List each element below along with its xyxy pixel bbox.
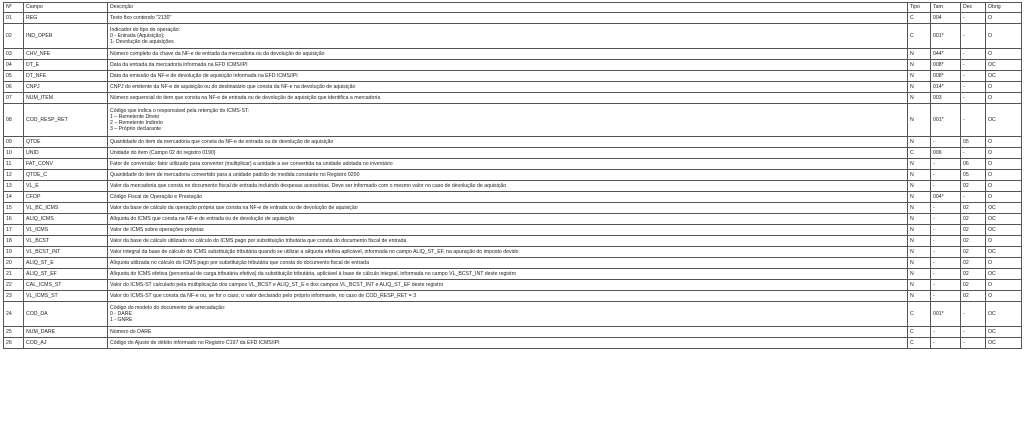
description-line: 0 - Entrada (Aquisição); [110, 32, 165, 39]
cell-dec: - [961, 49, 986, 60]
cell-descricao [108, 137, 908, 148]
cell-descricao [108, 24, 908, 49]
description-line: 2 – Remetente Indireto [110, 120, 163, 126]
cell-campo: FAT_CONV [24, 159, 108, 170]
cell-tam: - [931, 269, 961, 280]
cell-dec: 05 [961, 137, 986, 148]
cell-descricao [108, 71, 908, 82]
cell-nr: 24 [4, 302, 24, 327]
table-row [4, 269, 1022, 280]
cell-campo: DT_E [24, 60, 108, 71]
cell-obrig: O [986, 148, 1022, 159]
cell-campo: CNPJ [24, 82, 108, 93]
cell-descricao [108, 49, 908, 60]
header-nr: Nº [4, 3, 24, 13]
cell-descricao [108, 181, 908, 192]
description-line: Valor integral da base de cálculo do ICMS substituição tributária quando se utilizar a alíquota efetiva aplicável, informada no campo ALIQ_ST_EF, na apuração do imposto devido [110, 248, 519, 255]
cell-dec: 02 [961, 291, 986, 302]
cell-obrig: OC [986, 338, 1022, 349]
cell-obrig: OC [986, 327, 1022, 338]
cell-obrig: O [986, 24, 1022, 49]
cell-campo: NUM_ITEM [24, 93, 108, 104]
table-row [4, 60, 1022, 71]
description-line: 3 – Próprio declarante [110, 126, 162, 133]
cell-tam: - [931, 181, 961, 192]
cell-obrig: OC [986, 104, 1022, 137]
cell-nr: 12 [4, 170, 24, 181]
description-line: Código do Ajuste de débito informado no Registro C197 da EFD ICMS/IPI [110, 339, 280, 346]
cell-nr: 26 [4, 338, 24, 349]
cell-tam: 001* [931, 302, 961, 327]
cell-dec: 02 [961, 236, 986, 247]
cell-tipo: N [908, 214, 931, 225]
cell-tam: - [931, 327, 961, 338]
description-line: Valor da base de cálculo utilizado no cálculo do ICMS pago por substituição tributária que consta do documento fiscal de entrada [110, 237, 407, 244]
cell-descricao [108, 225, 908, 236]
cell-obrig: O [986, 13, 1022, 24]
description-line: Número sequencial do item que consta na NF-e de entrada ou de devolução de aquisição que identifica a mercadoria [110, 94, 381, 101]
description-line: Alíquota do ICMS que consta na NF-e de entrada ou de devolução de aquisição [110, 215, 294, 222]
cell-tipo: C [908, 13, 931, 24]
cell-descricao [108, 247, 908, 258]
cell-campo: VL_ICMS [24, 225, 108, 236]
cell-tam: 001* [931, 104, 961, 137]
cell-obrig: O [986, 258, 1022, 269]
cell-nr: 20 [4, 258, 24, 269]
cell-tipo: N [908, 192, 931, 203]
table-row [4, 104, 1022, 137]
cell-dec: - [961, 148, 986, 159]
cell-descricao [108, 159, 908, 170]
cell-descricao [108, 93, 908, 104]
cell-descricao [108, 82, 908, 93]
table-row [4, 225, 1022, 236]
cell-obrig: O [986, 82, 1022, 93]
cell-tipo: N [908, 291, 931, 302]
cell-obrig: OC [986, 247, 1022, 258]
description-line: Texto fixo contendo "2130" [110, 14, 172, 21]
description-line: 1 – Remetente Direto [110, 113, 160, 120]
cell-nr: 19 [4, 247, 24, 258]
cell-tam: 044* [931, 49, 961, 60]
cell-dec: - [961, 302, 986, 327]
table-row [4, 203, 1022, 214]
cell-tam: 008* [931, 60, 961, 71]
table-row [4, 148, 1022, 159]
cell-tipo: N [908, 236, 931, 247]
description-line: Valor do ICMS-ST calculado pela multiplicação dos campos VL_BCST e ALIQ_ST_E e dos campos VL_BCST_INT e ALIQ_ST_EF deste registro [110, 281, 444, 288]
cell-obrig: O [986, 93, 1022, 104]
cell-campo: ALIQ_ST_E [24, 258, 108, 269]
cell-nr: 21 [4, 269, 24, 280]
table-row [4, 159, 1022, 170]
cell-tam: - [931, 203, 961, 214]
cell-nr: 08 [4, 104, 24, 137]
cell-tipo: N [908, 247, 931, 258]
cell-campo: CHV_NFE [24, 49, 108, 60]
cell-dec: - [961, 24, 986, 49]
description-line: Data da entrada da mercadoria informada na EFD ICMS/IPI [110, 61, 248, 68]
cell-tipo: N [908, 104, 931, 137]
cell-tipo: N [908, 258, 931, 269]
cell-dec: - [961, 192, 986, 203]
table-row [4, 214, 1022, 225]
cell-tam: 004* [931, 192, 961, 203]
cell-campo: VL_ICMS_ST [24, 291, 108, 302]
cell-obrig: O [986, 280, 1022, 291]
cell-descricao [108, 302, 908, 327]
cell-campo: IND_OPER [24, 24, 108, 49]
cell-descricao [108, 269, 908, 280]
cell-tipo: N [908, 170, 931, 181]
cell-obrig: OC [986, 203, 1022, 214]
cell-nr: 23 [4, 291, 24, 302]
cell-campo: CAL_ICMS_ST [24, 280, 108, 291]
description-line: Alíquota do ICMS efetiva (percentual de carga tributária efetiva) da substituição tributária, aplicável à base de cálculo integral, informada no campo VL_BCST_INT deste registro [110, 270, 517, 277]
header-dec: Dec [961, 3, 986, 13]
table-row [4, 24, 1022, 49]
table-row [4, 247, 1022, 258]
cell-campo: COD_RESP_RET [24, 104, 108, 137]
cell-tipo: C [908, 338, 931, 349]
cell-tipo: N [908, 60, 931, 71]
cell-tipo: C [908, 327, 931, 338]
table-row [4, 82, 1022, 93]
cell-campo: ALIQ_ICMS [24, 214, 108, 225]
cell-descricao [108, 327, 908, 338]
cell-campo: VL_BCST_INT [24, 247, 108, 258]
header-tam: Tam [931, 3, 961, 13]
cell-tipo: N [908, 181, 931, 192]
cell-dec: - [961, 82, 986, 93]
cell-tipo: N [908, 203, 931, 214]
description-line: Código que indica o responsável pela retenção do ICMS-ST: [110, 107, 249, 114]
cell-obrig: O [986, 192, 1022, 203]
cell-tam: - [931, 137, 961, 148]
cell-campo: VL_BC_ICMS [24, 203, 108, 214]
cell-nr: 15 [4, 203, 24, 214]
cell-dec: 02 [961, 247, 986, 258]
cell-tipo: N [908, 71, 931, 82]
table-row [4, 49, 1022, 60]
description-line: Quantidade do item de mercadoria convertido para a unidade padrão de medida constante no Registro 0200 [110, 171, 360, 178]
cell-tam: 014* [931, 82, 961, 93]
description-line: Valor da mercadoria que consta no documento fiscal de entrada incluindo despesas acessórias. Deve ser informado com o mesmo valor no caso de devolução de aquisição [110, 182, 507, 189]
cell-campo: NUM_DARE [24, 327, 108, 338]
cell-descricao [108, 203, 908, 214]
cell-dec: 02 [961, 181, 986, 192]
description-line: Indicador do tipo de operação: [110, 26, 181, 33]
cell-nr: 14 [4, 192, 24, 203]
cell-nr: 16 [4, 214, 24, 225]
cell-dec: 02 [961, 214, 986, 225]
cell-nr: 01 [4, 13, 24, 24]
description-line: Data da emissão da NF-e de devolução de aquisição informada na EFD ICMS/IPI [110, 72, 298, 79]
cell-tipo: C [908, 302, 931, 327]
cell-dec: 02 [961, 280, 986, 291]
cell-obrig: O [986, 181, 1022, 192]
field-table [3, 2, 1022, 349]
cell-tipo: N [908, 280, 931, 291]
cell-campo: REG [24, 13, 108, 24]
cell-tipo: C [908, 24, 931, 49]
cell-tipo: N [908, 137, 931, 148]
description-line: 0 - DARE [110, 310, 132, 317]
cell-tam: - [931, 214, 961, 225]
description-line: Quantidade do item da mercadoria que consta da NF-e de entrada ou de devolução de aquisição [110, 138, 334, 145]
table-row [4, 192, 1022, 203]
cell-nr: 10 [4, 148, 24, 159]
table-row [4, 13, 1022, 24]
table-row [4, 338, 1022, 349]
cell-nr: 04 [4, 60, 24, 71]
cell-campo: QTDE_C [24, 170, 108, 181]
table-row [4, 236, 1022, 247]
cell-dec: - [961, 327, 986, 338]
description-line: Código Fiscal de Operação e Prestação [110, 193, 202, 200]
cell-descricao [108, 104, 908, 137]
cell-descricao [108, 291, 908, 302]
table-row [4, 71, 1022, 82]
cell-tam: - [931, 291, 961, 302]
cell-campo: VL_E [24, 181, 108, 192]
cell-dec: - [961, 93, 986, 104]
cell-tam: 006 [931, 148, 961, 159]
cell-tipo: C [908, 148, 931, 159]
cell-descricao [108, 236, 908, 247]
cell-campo: COD_AJ [24, 338, 108, 349]
cell-dec: - [961, 71, 986, 82]
cell-obrig: O [986, 159, 1022, 170]
cell-tam: - [931, 280, 961, 291]
cell-nr: 06 [4, 82, 24, 93]
description-line: Número completo da chave da NF-e de entrada da mercadoria ou da devolução de aquisição [110, 50, 325, 57]
header-descricao: Descrição [108, 3, 908, 13]
cell-tam: - [931, 338, 961, 349]
cell-campo: DT_NFE [24, 71, 108, 82]
cell-dec: - [961, 104, 986, 137]
cell-obrig: OC [986, 214, 1022, 225]
cell-obrig: OC [986, 60, 1022, 71]
table-row [4, 258, 1022, 269]
cell-tam: 003 [931, 93, 961, 104]
table-row [4, 291, 1022, 302]
cell-campo: COD_DA [24, 302, 108, 327]
description-line: Código do modelo do documento de arrecadação: [110, 304, 226, 311]
cell-descricao [108, 214, 908, 225]
cell-dec: - [961, 13, 986, 24]
description-line: Número do DARE [110, 328, 152, 335]
cell-tipo: N [908, 269, 931, 280]
cell-obrig: OC [986, 225, 1022, 236]
cell-nr: 11 [4, 159, 24, 170]
cell-campo: CFOP [24, 192, 108, 203]
cell-tam: 004 [931, 13, 961, 24]
cell-descricao [108, 170, 908, 181]
description-line: 1- Devolução de aquisições [110, 39, 174, 46]
cell-obrig: O [986, 291, 1022, 302]
header-row [4, 3, 1022, 13]
cell-dec: 06 [961, 159, 986, 170]
cell-dec: - [961, 338, 986, 349]
cell-tipo: N [908, 225, 931, 236]
description-line: 1 - GNRE [110, 317, 133, 324]
cell-nr: 13 [4, 181, 24, 192]
header-tipo: Tipo [908, 3, 931, 13]
cell-obrig: OC [986, 269, 1022, 280]
cell-obrig: OC [986, 71, 1022, 82]
cell-descricao [108, 192, 908, 203]
cell-nr: 25 [4, 327, 24, 338]
cell-nr: 02 [4, 24, 24, 49]
cell-dec: 02 [961, 269, 986, 280]
description-line: Valor do ICMS-ST que consta da NF-e ou, se for o caso, o valor declarado pelo próprio informante, no caso de COD_RESP_RET = 3 [110, 292, 417, 299]
cell-nr: 07 [4, 93, 24, 104]
cell-obrig: O [986, 170, 1022, 181]
table-row [4, 327, 1022, 338]
cell-nr: 05 [4, 71, 24, 82]
header-obrig: Obrig [986, 3, 1022, 13]
description-line: Fator de conversão: fator utilizado para converter (multiplicar) a unidade a ser convertida na unidade adotada no inventário [110, 160, 393, 167]
cell-tam: - [931, 247, 961, 258]
description-line: Valor de ICMS sobre operações próprias [110, 226, 204, 233]
cell-obrig: O [986, 236, 1022, 247]
cell-nr: 18 [4, 236, 24, 247]
cell-nr: 09 [4, 137, 24, 148]
cell-dec: - [961, 60, 986, 71]
table-row [4, 181, 1022, 192]
cell-descricao [108, 280, 908, 291]
cell-nr: 03 [4, 49, 24, 60]
cell-nr: 22 [4, 280, 24, 291]
cell-obrig: OC [986, 302, 1022, 327]
cell-nr: 17 [4, 225, 24, 236]
cell-tam: - [931, 236, 961, 247]
description-line: Unidade do item (Campo 02 do registro 0190) [110, 149, 216, 156]
cell-descricao [108, 148, 908, 159]
table-body [4, 13, 1022, 349]
description-line: Alíquota utilizada no cálculo do ICMS pago por substituição tributária que consta do documento fiscal de entrada [110, 259, 369, 266]
cell-tipo: N [908, 49, 931, 60]
cell-descricao [108, 60, 908, 71]
cell-dec: 02 [961, 203, 986, 214]
table-row [4, 137, 1022, 148]
cell-descricao [108, 13, 908, 24]
table-row [4, 302, 1022, 327]
cell-dec: 02 [961, 258, 986, 269]
cell-obrig: O [986, 49, 1022, 60]
table-row [4, 93, 1022, 104]
description-line: Valor da base de cálculo da operação própria que consta na NF-e de entrada ou de devolução de aquisição [110, 204, 358, 211]
table-row [4, 170, 1022, 181]
cell-tam: - [931, 225, 961, 236]
cell-tam: 001* [931, 24, 961, 49]
cell-tam: - [931, 159, 961, 170]
cell-tipo: N [908, 159, 931, 170]
cell-descricao [108, 258, 908, 269]
description-line: CNPJ do emitente da NF-e de aquisição ou do destinatário que consta da NF-e na devolução de aquisição [110, 83, 356, 90]
cell-campo: VL_BCST [24, 236, 108, 247]
cell-descricao [108, 338, 908, 349]
cell-obrig: O [986, 137, 1022, 148]
cell-campo: QTDE [24, 137, 108, 148]
cell-dec: 05 [961, 170, 986, 181]
cell-dec: 02 [961, 225, 986, 236]
header-campo: Campo [24, 3, 108, 13]
cell-tam: - [931, 170, 961, 181]
table-row [4, 280, 1022, 291]
cell-tam: 008* [931, 71, 961, 82]
cell-tipo: N [908, 93, 931, 104]
cell-campo: ALIQ_ST_EF [24, 269, 108, 280]
cell-campo: UNID [24, 148, 108, 159]
cell-tam: - [931, 258, 961, 269]
cell-tipo: N [908, 82, 931, 93]
